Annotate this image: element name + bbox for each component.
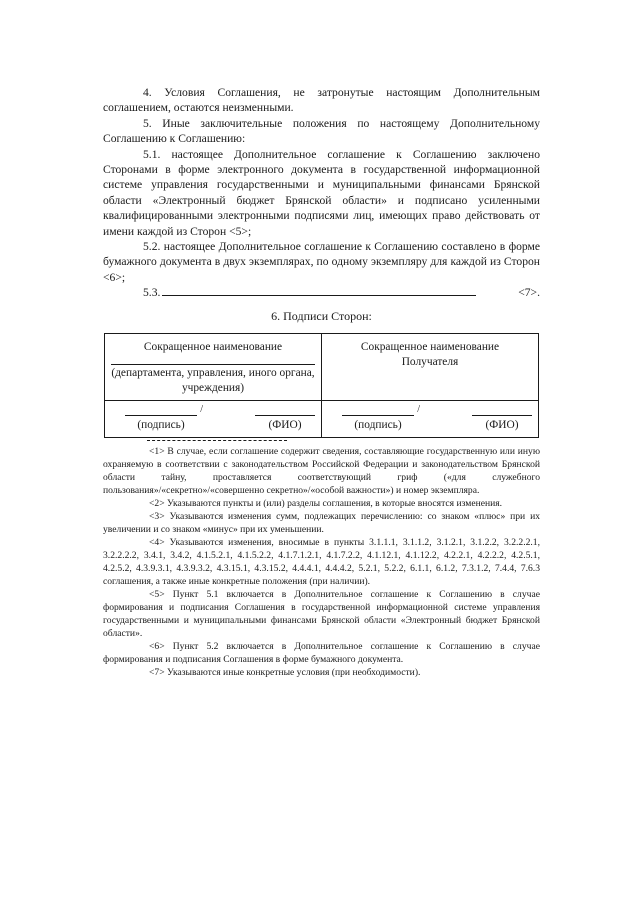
paragraph-5: 5. Иные заключительные положения по настоящему Дополнительному Соглашению к Соглашению: (103, 116, 540, 146)
left-signature-field (125, 404, 203, 433)
paragraph-5-3-footnote-ref: <7>. (518, 286, 540, 300)
footnotes (103, 445, 540, 679)
signature-right-header-cell (322, 334, 539, 401)
footnote-4: <4> Указываются изменения, вносимые в пункты 3.1.1.1, 3.1.1.2, 3.1.2.1, 3.1.2.2, 3.2.2.2.1, 3.2.2.2.2, 3.4.1, 3.4.2, 4.1.5.2.1, 4.1.5.2.2, 4.1.7.1.2.1, 4.1.7.2.2, 4.1.12.1, 4.1.12.2, 4.2.2.1, 4.2.2.2, 4.2.5.1, 4.2.5.2, 4.3.9.3.1, 4.3.9.3.2, 4.3.15.1, 4.3.15.2, 4.4.4.1, 4.4.4.2, 5.2.1, 5.2.2, 6.1.1, 6.1.2, 7.3.1.2, 7.4.4, 7.6.3 соглашения, а также иные конкретные положения (при наличии). (103, 537, 540, 587)
left-signature-slash: / (200, 404, 203, 415)
footnote-3: <3> Указываются изменения сумм, подлежащих перечислению: со знаком «плюс» при их увеличении и со знаком «минус» при их уменьшении. (103, 511, 540, 535)
section-6-title: 6. Подписи Сторон: (271, 309, 372, 323)
right-header-label: Сокращенное наименование Получателя (360, 341, 500, 368)
left-header-underline (111, 364, 315, 365)
footnote-2: <2> Указываются пункты и (или) разделы соглашения, в которые вносятся изменения. (149, 498, 503, 509)
paragraph-5-1: 5.1. настоящее Дополнительное соглашение к Соглашению заключено Сторонами в форме электронного документа в государственной информационной системе управления государственными и муниципальными финансами Брянской области «Электронный бюджет Брянской области» и подписано усиленными квалифицированными электронными подписями лиц, имеющих право действовать от имени каждой из Сторон <5>; (103, 147, 540, 238)
paragraph-5-3-number: 5.3. (143, 286, 161, 300)
right-fio-line (472, 405, 532, 416)
footnote-5: <5> Пункт 5.1 включается в Дополнительное соглашение к Соглашению в случае формирования и подписания Соглашения в государственной информационной системе управления государственными и муниципальными финансами Брянской области «Электронный бюджет Брянской области». (103, 589, 540, 639)
paragraph-5-3-blank-line (162, 285, 476, 296)
right-signature-slash: / (417, 404, 420, 415)
paragraph-5-2: 5.2. настоящее Дополнительное соглашение к Соглашению составлено в форме бумажного документа в двух экземплярах, по одному экземпляру для каждой из Сторон <6>; (103, 240, 540, 284)
left-header-sublabel: (департамента, управления, иного органа, учреждения) (111, 367, 315, 394)
paragraph-5-3 (103, 285, 540, 300)
footnote-7: <7> Указываются иные конкретные условия (при необходимости). (149, 667, 421, 678)
left-fio-label: (ФИО) (268, 419, 302, 431)
right-signature-field (342, 404, 420, 433)
right-signature-line (342, 404, 420, 416)
footnote-1: <1> В случае, если соглашение содержит сведения, составляющие государственную или иную охраняемую в соответствии с законодательством Российской Федерации и законодательством Брянской области тайну, проставляется соответствующий гриф («для служебного пользования»/«секретно»/«совершенно секретно»/«особой важности») и номер экземпляра. (103, 446, 540, 496)
paragraph-4: 4. Условия Соглашения, не затронутые настоящим Дополнительным соглашением, остаются неизменными. (103, 86, 540, 115)
signature-left-header-cell (105, 334, 322, 401)
signature-left-sign-cell (105, 401, 322, 438)
footnote-separator (147, 440, 287, 441)
left-signature-line (125, 404, 203, 416)
closing-provisions (103, 85, 540, 301)
footnote-6: <6> Пункт 5.2 включается в Дополнительное соглашение к Соглашению в случае формирования и подписания Соглашения в форме бумажного документа. (103, 641, 540, 665)
signature-right-sign-cell (322, 401, 539, 438)
left-fio-line (255, 405, 315, 416)
left-signature-label: (подпись) (137, 419, 185, 431)
left-header-label: Сокращенное наименование (143, 341, 283, 353)
right-fio-field (472, 405, 532, 433)
right-signature-label: (подпись) (354, 419, 402, 431)
signature-table (104, 333, 539, 438)
left-fio-field (255, 405, 315, 433)
right-fio-label: (ФИО) (485, 419, 519, 431)
